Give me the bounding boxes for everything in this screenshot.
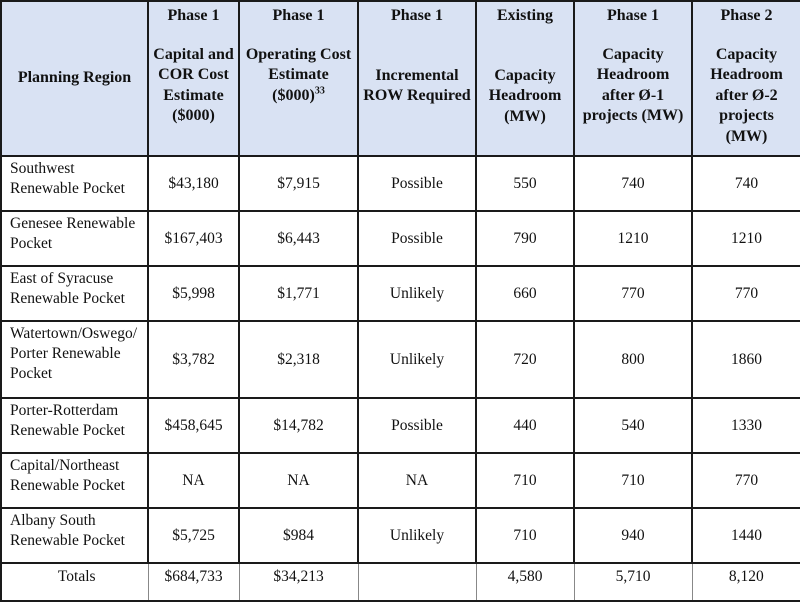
header-label: Capacity Headroom after Ø-1 projects (MW) <box>582 45 684 124</box>
cell-phase2: 1210 <box>692 211 800 266</box>
cell-row-required: Unlikely <box>358 508 476 563</box>
total-phase2: 8,120 <box>692 563 800 601</box>
cell-capital: $458,645 <box>148 398 239 453</box>
cell-phase1: 770 <box>574 266 692 321</box>
total-phase1: 5,710 <box>574 563 692 601</box>
cell-existing: 710 <box>476 508 574 563</box>
cell-capital: $5,998 <box>148 266 239 321</box>
cell-phase2: 1440 <box>692 508 800 563</box>
cell-row-required: Possible <box>358 211 476 266</box>
header-label: Planning Region <box>17 69 132 87</box>
table-row <box>1 321 800 398</box>
cell-capital: $3,782 <box>148 321 239 398</box>
cell-capital: NA <box>148 453 239 508</box>
totals-row <box>1 563 800 601</box>
cell-region: Genesee Renewable Pocket <box>1 211 148 266</box>
cell-phase1: 710 <box>574 453 692 508</box>
header-phase: Phase 1 <box>167 7 220 24</box>
cell-row-required: Possible <box>358 398 476 453</box>
cell-operating: $984 <box>239 508 358 563</box>
cell-operating: $1,771 <box>239 266 358 321</box>
cell-row-required: Unlikely <box>358 266 476 321</box>
header-label: Capacity Headroom after Ø-2 projects (MW) <box>710 45 783 145</box>
cell-row-required: Possible <box>358 156 476 211</box>
cell-phase1: 1210 <box>574 211 692 266</box>
cell-operating: $14,782 <box>239 398 358 453</box>
header-operating-cost <box>239 1 358 156</box>
header-phase: Phase 1 <box>607 7 659 24</box>
cell-capital: $5,725 <box>148 508 239 563</box>
total-operating: $34,213 <box>239 563 358 601</box>
header-phase2-headroom <box>692 1 800 156</box>
cell-capital: $43,180 <box>148 156 239 211</box>
cell-phase2: 770 <box>692 266 800 321</box>
total-row-required <box>358 563 476 601</box>
cell-operating: $6,443 <box>239 211 358 266</box>
header-label: Capital and COR Cost Estimate ($000) <box>153 45 234 124</box>
table-row <box>1 508 800 563</box>
cell-existing: 710 <box>476 453 574 508</box>
cell-phase2: 1330 <box>692 398 800 453</box>
cell-existing: 550 <box>476 156 574 211</box>
totals-label: Totals <box>1 563 148 601</box>
header-planning-region <box>1 1 148 156</box>
header-incremental-row <box>358 1 476 156</box>
table-body <box>1 156 800 601</box>
header-label: Operating Cost Estimate ($000) <box>245 45 352 104</box>
total-existing: 4,580 <box>476 563 574 601</box>
header-row <box>1 1 800 156</box>
cell-region: Porter-Rotterdam Renewable Pocket <box>1 398 148 453</box>
header-label: Incremental ROW Required <box>363 66 471 104</box>
cell-phase1: 740 <box>574 156 692 211</box>
cell-phase2: 1860 <box>692 321 800 398</box>
cell-region: Capital/Northeast Renewable Pocket <box>1 453 148 508</box>
table-row <box>1 453 800 508</box>
cell-phase1: 800 <box>574 321 692 398</box>
header-label: Capacity Headroom (MW) <box>488 66 562 125</box>
cell-region: Albany South Renewable Pocket <box>1 508 148 563</box>
cell-existing: 790 <box>476 211 574 266</box>
table-header <box>1 1 800 156</box>
header-capital-cost <box>148 1 239 156</box>
cell-row-required: NA <box>358 453 476 508</box>
header-phase: Phase 2 <box>720 7 773 24</box>
cell-operating: $2,318 <box>239 321 358 398</box>
cell-existing: 660 <box>476 266 574 321</box>
total-capital: $684,733 <box>148 563 239 601</box>
cell-phase2: 740 <box>692 156 800 211</box>
table-row <box>1 398 800 453</box>
table-row <box>1 211 800 266</box>
header-phase: Existing <box>496 7 553 24</box>
header-phase: Phase 1 <box>391 7 443 24</box>
header-phase: Phase 1 <box>272 7 325 24</box>
cell-capital: $167,403 <box>148 211 239 266</box>
cell-phase2: 770 <box>692 453 800 508</box>
table-row <box>1 266 800 321</box>
table-row <box>1 156 800 211</box>
cell-row-required: Unlikely <box>358 321 476 398</box>
cell-region: East of Syracuse Renewable Pocket <box>1 266 148 321</box>
cell-phase1: 540 <box>574 398 692 453</box>
cell-existing: 720 <box>476 321 574 398</box>
cell-operating: NA <box>239 453 358 508</box>
header-phase1-headroom <box>574 1 692 156</box>
footnote-marker: 33 <box>314 85 325 97</box>
cell-region: Southwest Renewable Pocket <box>1 156 148 211</box>
cell-region: Watertown/Oswego/ Porter Renewable Pocket <box>1 321 148 398</box>
header-existing-headroom <box>476 1 574 156</box>
cell-phase1: 940 <box>574 508 692 563</box>
cell-existing: 440 <box>476 398 574 453</box>
cell-operating: $7,915 <box>239 156 358 211</box>
